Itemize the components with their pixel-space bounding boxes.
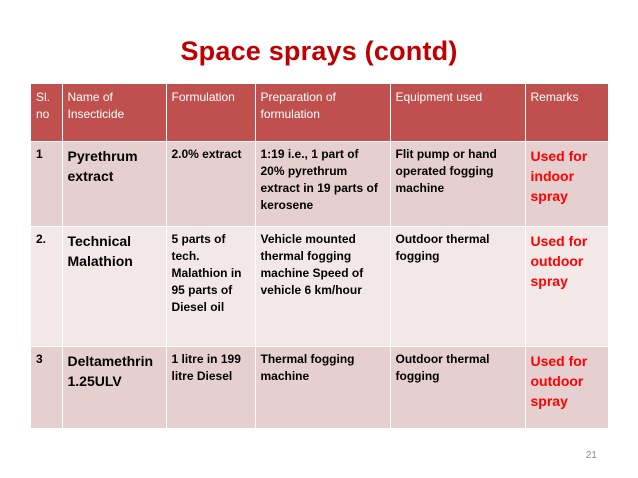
table-row — [31, 227, 608, 347]
cell-insecticide-name: Pyrethrum extract — [62, 142, 166, 227]
space-sprays-table — [31, 84, 609, 429]
cell-preparation: 1:19 i.e., 1 part of 20% pyrethrum extract in 19 parts of kerosene — [255, 142, 390, 227]
cell-equipment: Outdoor thermal fogging — [390, 227, 525, 347]
slide-title: Space sprays (contd) — [180, 36, 458, 66]
cell-formulation: 5 parts of tech. Malathion in 95 parts of Diesel oil — [166, 227, 255, 347]
header-formulation: Formulation — [166, 84, 255, 142]
cell-equipment: Outdoor thermal fogging — [390, 347, 525, 429]
cell-remarks: Used for indoor spray — [525, 142, 608, 227]
header-preparation: Preparation of formulation — [255, 84, 390, 142]
header-remarks: Remarks — [525, 84, 608, 142]
cell-formulation: 2.0% extract — [166, 142, 255, 227]
cell-sl-no: 3 — [31, 347, 62, 429]
table-header-row — [31, 84, 608, 142]
cell-formulation: 1 litre in 199 litre Diesel — [166, 347, 255, 429]
cell-preparation: Vehicle mounted thermal fogging machine Speed of vehicle 6 km/hour — [255, 227, 390, 347]
table-row — [31, 347, 608, 429]
cell-remarks: Used for outdoor spray — [525, 227, 608, 347]
cell-insecticide-name: Deltamethrin 1.25ULV — [62, 347, 166, 429]
table-row — [31, 142, 608, 227]
page-number: 21 — [585, 450, 597, 461]
cell-remarks: Used for outdoor spray — [525, 347, 608, 429]
header-insecticide-name: Name of Insecticide — [62, 84, 166, 142]
cell-insecticide-name: Technical Malathion — [62, 227, 166, 347]
cell-sl-no: 1 — [31, 142, 62, 227]
cell-preparation: Thermal fogging machine — [255, 347, 390, 429]
cell-equipment: Flit pump or hand operated fogging machine — [390, 142, 525, 227]
cell-sl-no: 2. — [31, 227, 62, 347]
header-sl-no: Sl. no — [31, 84, 62, 142]
header-equipment: Equipment used — [390, 84, 525, 142]
